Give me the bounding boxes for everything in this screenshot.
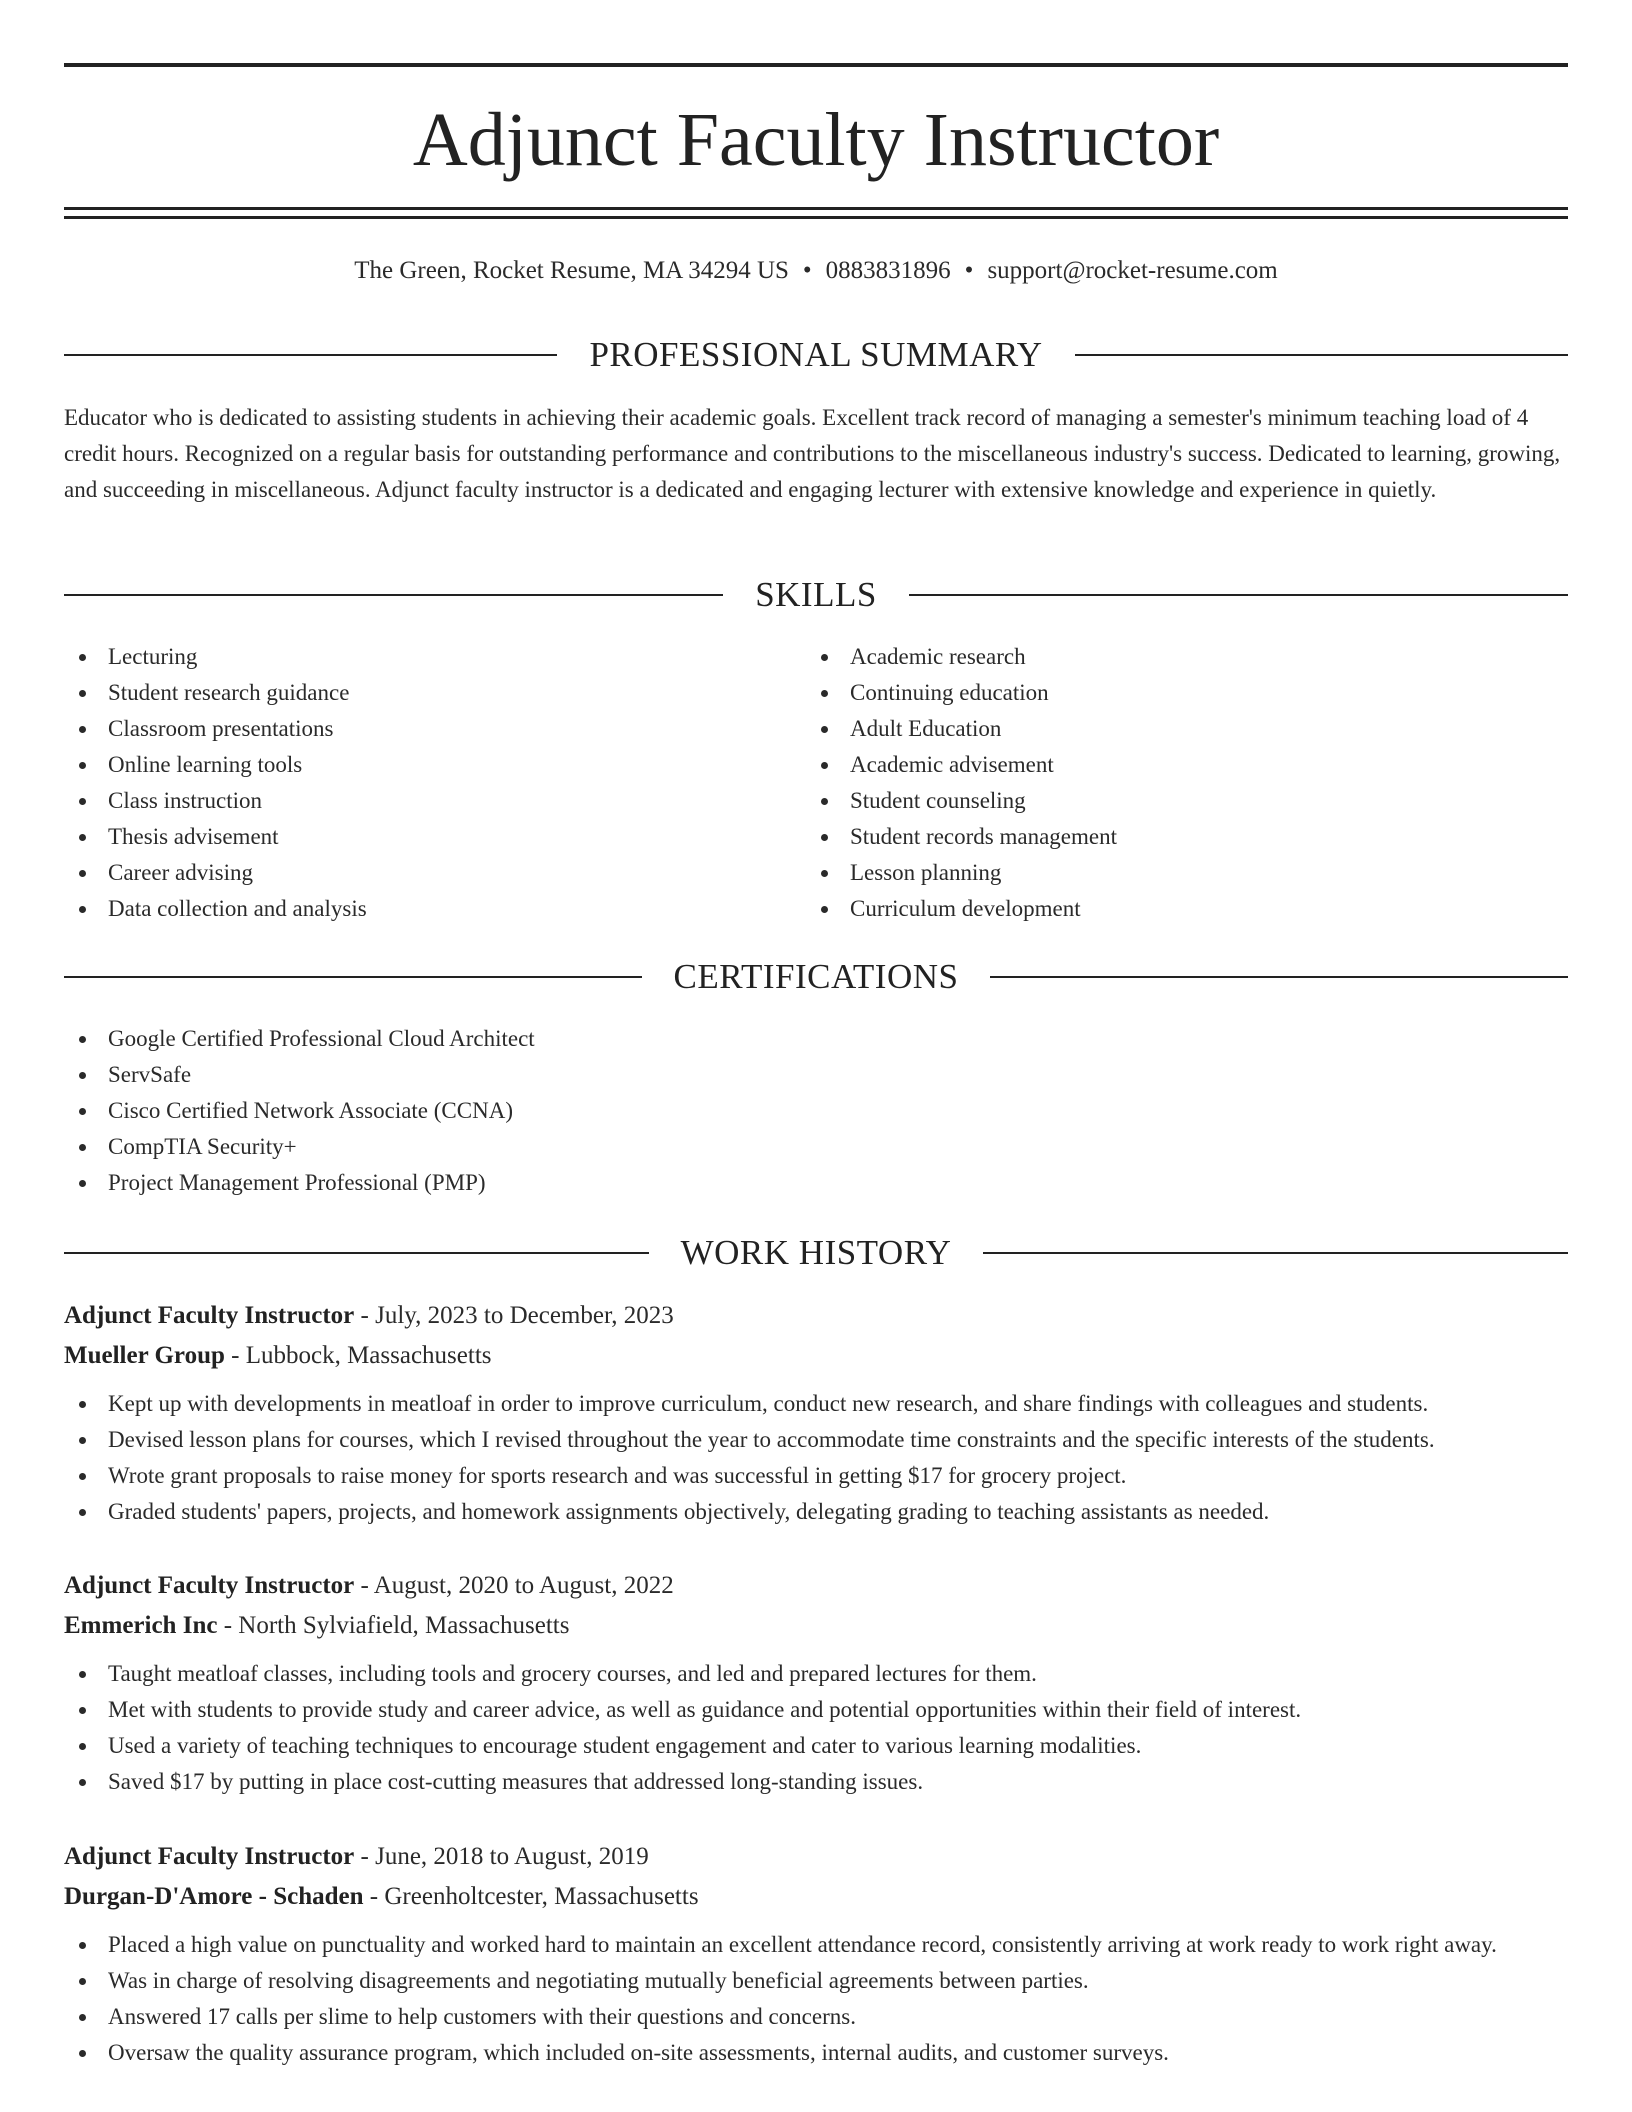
resume-title: Adjunct Faculty Instructor: [412, 98, 1220, 182]
contact-phone: 0883831896: [825, 257, 951, 284]
job-bullet-item: Wrote grant proposals to raise money for sports research and was successful in getting $17 for grocery project.: [64, 1458, 1568, 1494]
divider-line: [990, 976, 1568, 978]
job-title-line: [64, 1566, 1568, 1606]
job-title-line: [64, 1296, 1568, 1336]
skill-item: Lesson planning: [806, 855, 1506, 891]
section-heading-label: CERTIFICATIONS: [673, 957, 959, 996]
skill-item: Continuing education: [806, 675, 1506, 711]
top-rule: [64, 63, 1568, 67]
certification-item: Project Management Professional (PMP): [64, 1165, 1568, 1201]
job-bullets: [64, 1386, 1568, 1530]
title-double-rule-upper: [64, 207, 1568, 210]
divider-line: [909, 594, 1568, 596]
job-role: Adjunct Faculty Instructor: [64, 1572, 355, 1599]
skill-item: Adult Education: [806, 711, 1506, 747]
skill-item: Academic advisement: [806, 747, 1506, 783]
contact-address: The Green, Rocket Resume, MA 34294 US: [354, 257, 789, 284]
divider-line: [64, 1252, 649, 1254]
divider-line: [64, 354, 557, 356]
job-company-line: [64, 1336, 1568, 1376]
job-location: - Greenholtcester, Massachusetts: [369, 1883, 699, 1910]
work-entry: [64, 1296, 1568, 1530]
skill-item: Data collection and analysis: [64, 891, 764, 927]
job-bullet-item: Met with students to provide study and career advice, as well as guidance and potential opportunities within their field of interest.: [64, 1692, 1568, 1728]
job-bullet-item: Used a variety of teaching techniques to encourage student engagement and cater to various learning modalities.: [64, 1728, 1568, 1764]
job-dates: - July, 2023 to December, 2023: [360, 1302, 674, 1329]
job-bullet-item: Was in charge of resolving disagreements and negotiating mutually beneficial agreements between parties.: [64, 1963, 1568, 1999]
certification-item: CompTIA Security+: [64, 1129, 1568, 1165]
certification-item: Google Certified Professional Cloud Architect: [64, 1021, 1568, 1057]
skill-item: Thesis advisement: [64, 819, 764, 855]
section-heading-label: SKILLS: [755, 575, 877, 614]
certifications-list: [64, 1021, 1568, 1201]
skill-item: Curriculum development: [806, 891, 1506, 927]
skills-list-left: [64, 639, 764, 927]
job-bullet-item: Devised lesson plans for courses, which I revised throughout the year to accommodate time constraints and the specific interests of the students.: [64, 1422, 1568, 1458]
skills-list-right: [806, 639, 1506, 927]
skill-item: Student research guidance: [64, 675, 764, 711]
section-heading-label: PROFESSIONAL SUMMARY: [589, 335, 1043, 374]
skill-item: Student records management: [806, 819, 1506, 855]
job-title-line: [64, 1837, 1568, 1877]
certification-item: ServSafe: [64, 1057, 1568, 1093]
job-company-line: [64, 1877, 1568, 1917]
job-location: - North Sylviafield, Massachusetts: [223, 1612, 570, 1639]
summary-text: Educator who is dedicated to assisting students in achieving their academic goals. Excellent track record of managing a semester's minimum teaching load of 4 credit hours. Recognized on a regular basis for outstanding performance and contributions to the miscellaneous industry's success. Dedicated to learning, growing, and succeeding in miscellaneous. Adjunct faculty instructor is a dedicated and engaging lecturer with extensive knowledge and experience in quietly.: [64, 405, 1561, 502]
skill-item: Student counseling: [806, 783, 1506, 819]
skill-item: Lecturing: [64, 639, 764, 675]
section-heading-skills: [64, 575, 1568, 615]
section-heading-label: WORK HISTORY: [680, 1233, 952, 1272]
job-role: Adjunct Faculty Instructor: [64, 1302, 355, 1329]
job-dates: - June, 2018 to August, 2019: [360, 1843, 649, 1870]
job-bullet-item: Saved $17 by putting in place cost-cutting measures that addressed long-standing issues.: [64, 1764, 1568, 1800]
divider-line: [1075, 354, 1568, 356]
section-heading-certifications: [64, 957, 1568, 997]
job-bullet-item: Placed a high value on punctuality and worked hard to maintain an excellent attendance record, consistently arriving at work ready to work right away.: [64, 1927, 1568, 1963]
job-location: - Lubbock, Massachusetts: [231, 1342, 492, 1369]
job-company: Emmerich Inc: [64, 1612, 218, 1639]
work-entry: [64, 1837, 1568, 2071]
skill-item: Classroom presentations: [64, 711, 764, 747]
divider-line: [983, 1252, 1568, 1254]
job-bullet-item: Graded students' papers, projects, and homework assignments objectively, delegating grading to teaching assistants as needed.: [64, 1494, 1568, 1530]
job-bullet-item: Oversaw the quality assurance program, which included on-site assessments, internal audits, and customer surveys.: [64, 2035, 1568, 2071]
job-bullet-item: Kept up with developments in meatloaf in order to improve curriculum, conduct new research, and share findings with colleagues and students.: [64, 1386, 1568, 1422]
contact-line: [64, 255, 1568, 287]
skill-item: Career advising: [64, 855, 764, 891]
job-dates: - August, 2020 to August, 2022: [360, 1572, 674, 1599]
contact-separator: •: [964, 257, 974, 284]
title-double-rule-lower: [64, 216, 1568, 219]
divider-line: [64, 594, 723, 596]
skill-item: Class instruction: [64, 783, 764, 819]
certification-item: Cisco Certified Network Associate (CCNA): [64, 1093, 1568, 1129]
divider-line: [64, 976, 642, 978]
work-entry: [64, 1566, 1568, 1800]
section-heading-work-history: [64, 1233, 1568, 1273]
section-heading-summary: [64, 335, 1568, 375]
job-bullets: [64, 1927, 1568, 2071]
skill-item: Academic research: [806, 639, 1506, 675]
job-bullets: [64, 1656, 1568, 1800]
job-bullet-item: Taught meatloaf classes, including tools and grocery courses, and led and prepared lectures for them.: [64, 1656, 1568, 1692]
job-bullet-item: Answered 17 calls per slime to help customers with their questions and concerns.: [64, 1999, 1568, 2035]
job-role: Adjunct Faculty Instructor: [64, 1843, 355, 1870]
job-company: Durgan-D'Amore - Schaden: [64, 1883, 364, 1910]
contact-separator: •: [802, 257, 812, 284]
job-company: Mueller Group: [64, 1342, 225, 1369]
skill-item: Online learning tools: [64, 747, 764, 783]
job-company-line: [64, 1606, 1568, 1646]
contact-email: support@rocket-resume.com: [987, 257, 1278, 284]
